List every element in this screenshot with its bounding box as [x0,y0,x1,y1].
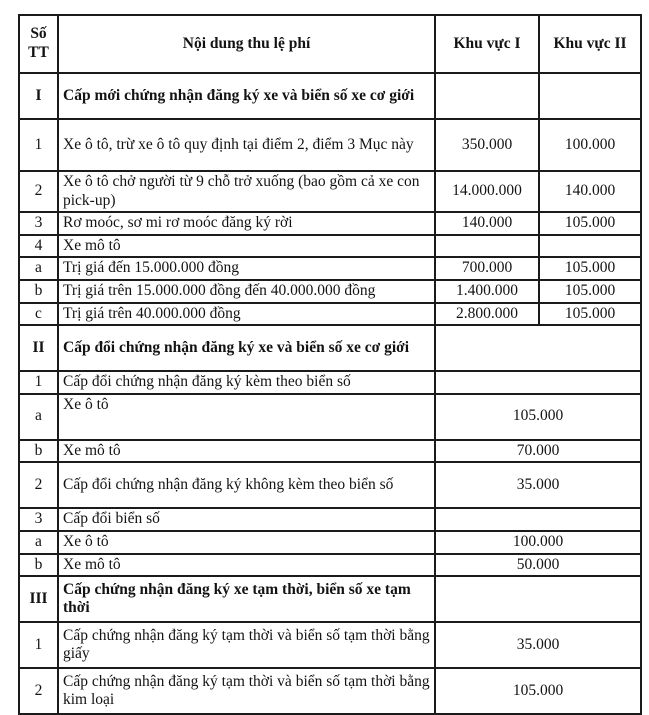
content-cell: Xe ô tô, trừ xe ô tô quy định tại điểm 2, điểm 3 Mục này [58,119,435,171]
fee-merged-cell [435,576,641,622]
fee-region1-cell: 14.000.000 [435,171,539,212]
stt-cell: b [19,554,58,577]
fee-region1-cell [435,235,539,258]
table-row [19,303,641,326]
fee-merged-cell: 50.000 [435,554,641,577]
table-row [19,257,641,280]
stt-cell: 1 [19,622,58,668]
fee-region2-cell: 100.000 [539,119,641,171]
table-row [19,171,641,212]
header-content: Nội dung thu lệ phí [58,15,435,73]
content-cell: Rơ moóc, sơ mi rơ moóc đăng ký rời [58,212,435,235]
fee-region1-cell: 700.000 [435,257,539,280]
fee-merged-cell: 35.000 [435,462,641,508]
fee-region1-cell: 350.000 [435,119,539,171]
header-stt: Số TT [19,15,58,73]
content-cell: Trị giá trên 15.000.000 đồng đến 40.000.000 đồng [58,280,435,303]
fee-region2-cell: 105.000 [539,280,641,303]
fee-merged-cell [435,325,641,371]
fee-merged-cell: 70.000 [435,440,641,463]
stt-cell: c [19,303,58,326]
content-cell: Cấp mới chứng nhận đăng ký xe và biển số xe cơ giới [58,73,435,119]
fee-region2-cell: 140.000 [539,171,641,212]
content-cell: Cấp đổi biển số [58,508,435,531]
table-row [19,531,641,554]
fee-merged-cell: 105.000 [435,394,641,440]
fee-region2-cell [539,73,641,119]
stt-cell: 2 [19,462,58,508]
content-cell: Xe mô tô [58,554,435,577]
fee-region1-cell [435,73,539,119]
fee-merged-cell: 105.000 [435,668,641,714]
fee-table [18,14,642,715]
table-row [19,554,641,577]
table-row [19,668,641,714]
table-row [19,394,641,440]
stt-cell: II [19,325,58,371]
fee-region2-cell: 105.000 [539,212,641,235]
content-cell: Cấp chứng nhận đăng ký tạm thời và biển số tạm thời bằng kim loại [58,668,435,714]
content-cell: Cấp đổi chứng nhận đăng ký kèm theo biển số [58,371,435,394]
fee-region2-cell [539,235,641,258]
stt-cell: 1 [19,371,58,394]
fee-merged-cell: 35.000 [435,622,641,668]
table-row [19,212,641,235]
content-cell: Cấp đổi chứng nhận đăng ký xe và biển số xe cơ giới [58,325,435,371]
content-cell: Cấp chứng nhận đăng ký tạm thời và biển số tạm thời bằng giấy [58,622,435,668]
table-row [19,235,641,258]
stt-cell: 3 [19,508,58,531]
header-row [19,15,641,73]
stt-cell: 1 [19,119,58,171]
content-cell: Trị giá trên 40.000.000 đồng [58,303,435,326]
table-row [19,371,641,394]
table-row [19,440,641,463]
content-cell: Cấp chứng nhận đăng ký xe tạm thời, biển số xe tạm thời [58,576,435,622]
stt-cell: a [19,394,58,440]
stt-cell: III [19,576,58,622]
content-cell: Xe mô tô [58,235,435,258]
stt-cell: I [19,73,58,119]
fee-region2-cell: 105.000 [539,257,641,280]
table-row [19,119,641,171]
stt-cell: 2 [19,171,58,212]
table-row-section-II [19,325,641,371]
fee-region1-cell: 1.400.000 [435,280,539,303]
fee-merged-cell [435,508,641,531]
content-cell: Xe ô tô [58,531,435,554]
table-row [19,280,641,303]
stt-cell: b [19,280,58,303]
table-row [19,622,641,668]
content-cell: Xe mô tô [58,440,435,463]
fee-merged-cell [435,371,641,394]
table-row-section-III [19,576,641,622]
content-cell: Cấp đổi chứng nhận đăng ký không kèm theo biển số [58,462,435,508]
stt-cell: 2 [19,668,58,714]
content-cell: Xe ô tô chở người từ 9 chỗ trở xuống (bao gồm cả xe con pick-up) [58,171,435,212]
fee-region2-cell: 105.000 [539,303,641,326]
content-cell: Trị giá đến 15.000.000 đồng [58,257,435,280]
fee-merged-cell: 100.000 [435,531,641,554]
stt-cell: 3 [19,212,58,235]
stt-cell: 4 [19,235,58,258]
table-row-section-I [19,73,641,119]
header-region2: Khu vực II [539,15,641,73]
table-row [19,508,641,531]
stt-cell: a [19,531,58,554]
table-row [19,462,641,508]
fee-region1-cell: 140.000 [435,212,539,235]
header-region1: Khu vực I [435,15,539,73]
content-cell: Xe ô tô [58,394,435,440]
fee-region1-cell: 2.800.000 [435,303,539,326]
stt-cell: a [19,257,58,280]
stt-cell: b [19,440,58,463]
